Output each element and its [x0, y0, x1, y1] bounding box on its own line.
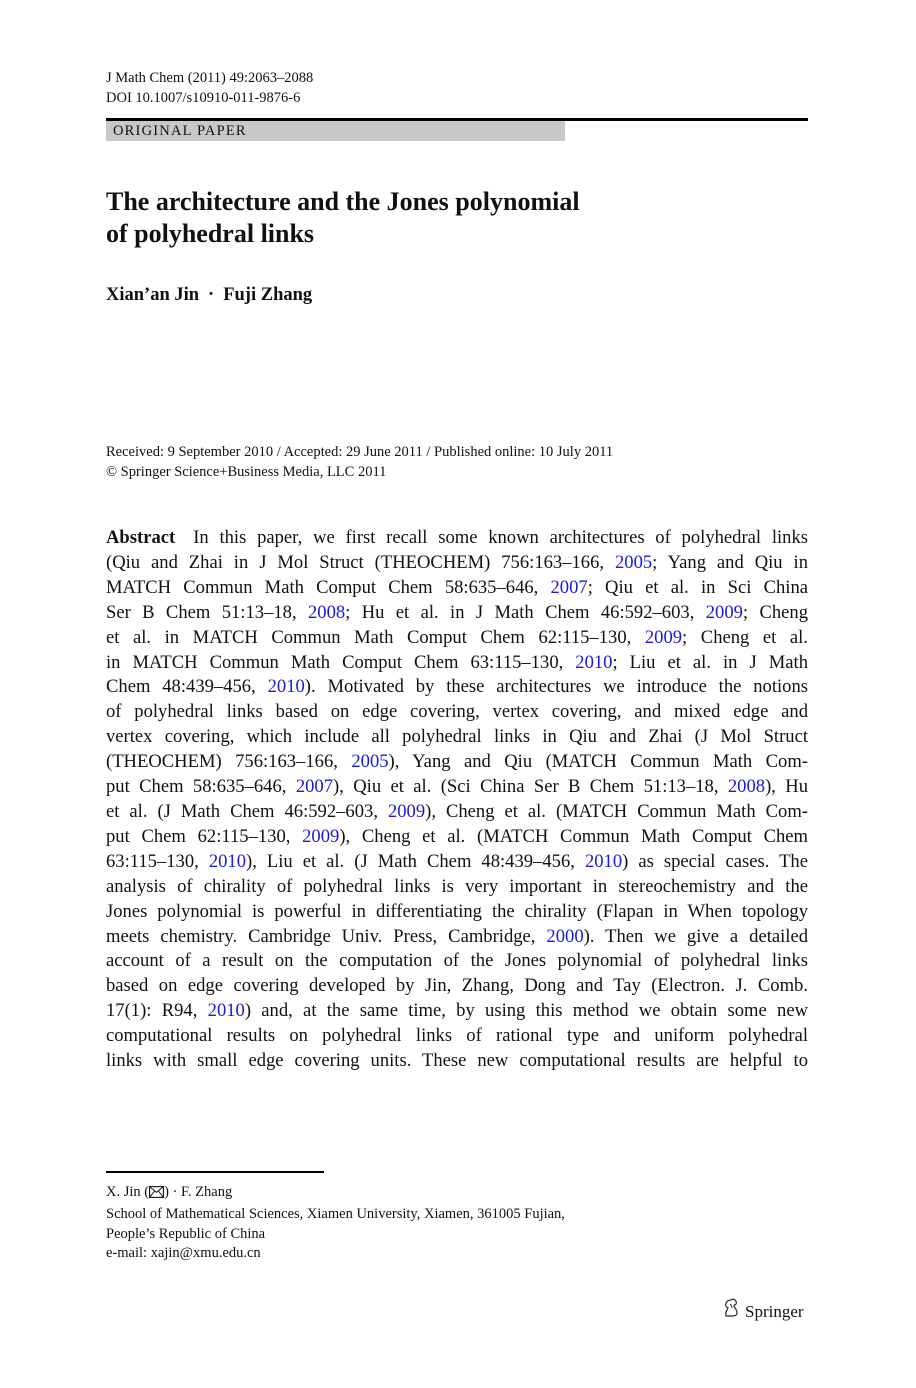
- abstract-line: [106, 725, 808, 750]
- abstract-text: ) and, at the same time, by using this method we obtain some new: [244, 1000, 808, 1022]
- abstract-line: [106, 999, 808, 1024]
- abstract-text: ), Yang and Qiu (MATCH Commun Math Com-: [388, 751, 808, 773]
- abstract-text: analysis of chirality of polyhedral links is very important in stereochemistry and the: [106, 875, 808, 897]
- author-name: Xian’an Jin: [106, 285, 200, 305]
- footnote-authors: X. Jin ( ) · F. Zhang: [106, 1183, 565, 1205]
- abstract-text: MATCH Commun Math Comput Chem 58:635–646,: [106, 576, 551, 598]
- publication-history: [106, 442, 613, 482]
- springer-horse-icon: [722, 1298, 745, 1325]
- abstract-text: of polyhedral links based on edge covering, vertex covering, and mixed edge and: [106, 701, 808, 723]
- abstract-text: ; Liu et al. in J Math: [612, 651, 809, 673]
- abstract-line: [106, 526, 808, 551]
- abstract-text: ; Cheng et al.: [682, 626, 808, 648]
- publisher-logo: [722, 1298, 804, 1325]
- abstract-text: put Chem 58:635–646,: [106, 776, 296, 798]
- abstract-text: computational results on polyhedral links of rational type and uniform polyhedral: [106, 1025, 808, 1047]
- citation-year-link[interactable]: 2010: [267, 676, 305, 698]
- citation-year-link[interactable]: 2008: [727, 776, 766, 798]
- abstract-line: [106, 1049, 808, 1074]
- doi-line: DOI 10.1007/s10910-011-9876-6: [106, 90, 301, 106]
- affiliation-line: School of Mathematical Sciences, Xiamen University, Xiamen, 361005 Fujian,: [106, 1205, 565, 1222]
- citation-year-link[interactable]: 2008: [307, 601, 346, 623]
- abstract-line: [106, 825, 808, 850]
- abstract-text: ). Motivated by these architectures we introduce the notions: [304, 676, 808, 698]
- author-list: [106, 283, 312, 307]
- abstract-label: Abstract: [106, 527, 176, 548]
- citation-year-link[interactable]: 2000: [546, 925, 584, 947]
- abstract-text: based on edge covering developed by Jin, Zhang, Dong and Tay (Electron. J. Comb.: [106, 975, 808, 997]
- abstract-line: [106, 974, 808, 999]
- abstract-line: [106, 1024, 808, 1049]
- abstract-text: meets chemistry. Cambridge Univ. Press, Cambridge,: [106, 925, 547, 947]
- abstract-text: ), Hu: [765, 776, 809, 798]
- abstract-text: In this paper, we first recall some known architectures of polyhedral links: [193, 527, 808, 548]
- citation-year-link[interactable]: 2009: [705, 601, 743, 623]
- dates-line: Received: 9 September 2010 / Accepted: 29 June 2011 / Published online: 10 July 2011: [106, 444, 614, 460]
- abstract-line: [106, 601, 808, 626]
- abstract-text: Ser B Chem 51:13–18,: [106, 601, 308, 623]
- citation-year-link[interactable]: 2010: [208, 850, 247, 872]
- abstract-text: Jones polynomial is powerful in differentiating the chirality (Flapan in When topology: [106, 900, 808, 922]
- abstract-line: [106, 626, 808, 651]
- abstract-line: [106, 576, 808, 601]
- abstract-text: (THEOCHEM) 756:163–166,: [106, 751, 352, 773]
- abstract-line: [106, 750, 808, 775]
- citation-year-link[interactable]: 2007: [295, 776, 333, 798]
- abstract-line: [106, 875, 808, 900]
- abstract-text: et al. in MATCH Commun Math Comput Chem 62:115–130,: [106, 626, 645, 648]
- abstract-text: put Chem 62:115–130,: [106, 825, 303, 847]
- abstract-text: ). Then we give a detailed: [583, 925, 808, 947]
- citation-year-link[interactable]: 2009: [387, 800, 426, 822]
- author-name: Fuji Zhang: [223, 285, 313, 305]
- abstract-text: ), Qiu et al. (Sci China Ser B Chem 51:13–18,: [333, 776, 728, 798]
- citation-year-link[interactable]: 2009: [302, 825, 340, 847]
- copyright-line: © Springer Science+Business Media, LLC 2011: [106, 464, 387, 480]
- abstract-text: ) as special cases. The: [622, 850, 808, 872]
- author-separator: ·: [208, 285, 215, 305]
- abstract-line: [106, 700, 808, 725]
- citation-year-link[interactable]: 2005: [351, 751, 389, 773]
- abstract-line: [106, 800, 808, 825]
- abstract-text: in MATCH Commun Math Comput Chem 63:115–130,: [106, 651, 576, 673]
- citation-year-link[interactable]: 2010: [207, 1000, 245, 1022]
- paper-title: [106, 186, 706, 250]
- abstract-text: links with small edge covering units. These new computational results are helpful to: [106, 1050, 808, 1072]
- abstract-line: [106, 900, 808, 925]
- citation-year-link[interactable]: 2010: [575, 651, 613, 673]
- abstract-text: vertex covering, which include all polyhedral links in Qiu and Zhai (J Mol Struct: [106, 726, 808, 748]
- abstract: [106, 526, 808, 1074]
- abstract-line: [106, 949, 808, 974]
- abstract-text: et al. (J Math Chem 46:592–603,: [106, 800, 388, 822]
- abstract-text: ), Liu et al. (J Math Chem 48:439–456,: [246, 850, 585, 872]
- title-line: of polyhedral links: [106, 219, 315, 248]
- abstract-text: 17(1): R94,: [106, 1000, 208, 1022]
- title-line: The architecture and the Jones polynomial: [106, 187, 580, 216]
- abstract-line: [106, 651, 808, 676]
- abstract-line: [106, 675, 808, 700]
- citation-year-link[interactable]: 2007: [550, 576, 588, 598]
- abstract-text: ; Qiu et al. in Sci China: [587, 576, 808, 598]
- abstract-line: [106, 775, 808, 800]
- abstract-text: ; Hu et al. in J Math Chem 46:592–603,: [345, 601, 706, 623]
- abstract-line: [106, 551, 808, 576]
- abstract-text: Chem 48:439–456,: [106, 676, 268, 698]
- abstract-text: ; Cheng: [742, 601, 809, 623]
- author-footnote: [106, 1183, 565, 1264]
- abstract-line: [106, 850, 808, 875]
- journal-citation: J Math Chem (2011) 49:2063–2088: [106, 70, 314, 86]
- abstract-text: ), Cheng et al. (MATCH Commun Math Comput Chem: [339, 825, 808, 847]
- citation-year-link[interactable]: 2009: [644, 626, 683, 648]
- citation-year-link[interactable]: 2005: [614, 551, 653, 573]
- citation-year-link[interactable]: 2010: [584, 850, 623, 872]
- abstract-text: ), Cheng et al. (MATCH Commun Math Com-: [425, 800, 808, 822]
- footnote-rule: [106, 1171, 324, 1173]
- abstract-text: account of a result on the computation of the Jones polynomial of polyhedral links: [106, 950, 808, 972]
- affiliation-line: People’s Republic of China: [106, 1225, 266, 1242]
- abstract-text: 63:115–130,: [106, 850, 209, 872]
- abstract-line: [106, 925, 808, 950]
- abstract-text: ; Yang and Qiu in: [652, 551, 808, 573]
- journal-header: [106, 68, 313, 108]
- section-badge: ORIGINAL PAPER: [106, 121, 565, 141]
- envelope-icon: [149, 1185, 164, 1205]
- abstract-text: (Qiu and Zhai in J Mol Struct (THEOCHEM) 756:163–166,: [106, 551, 615, 573]
- publisher-name: Springer: [745, 1301, 804, 1321]
- email-line: e-mail: xajin@xmu.edu.cn: [106, 1245, 261, 1262]
